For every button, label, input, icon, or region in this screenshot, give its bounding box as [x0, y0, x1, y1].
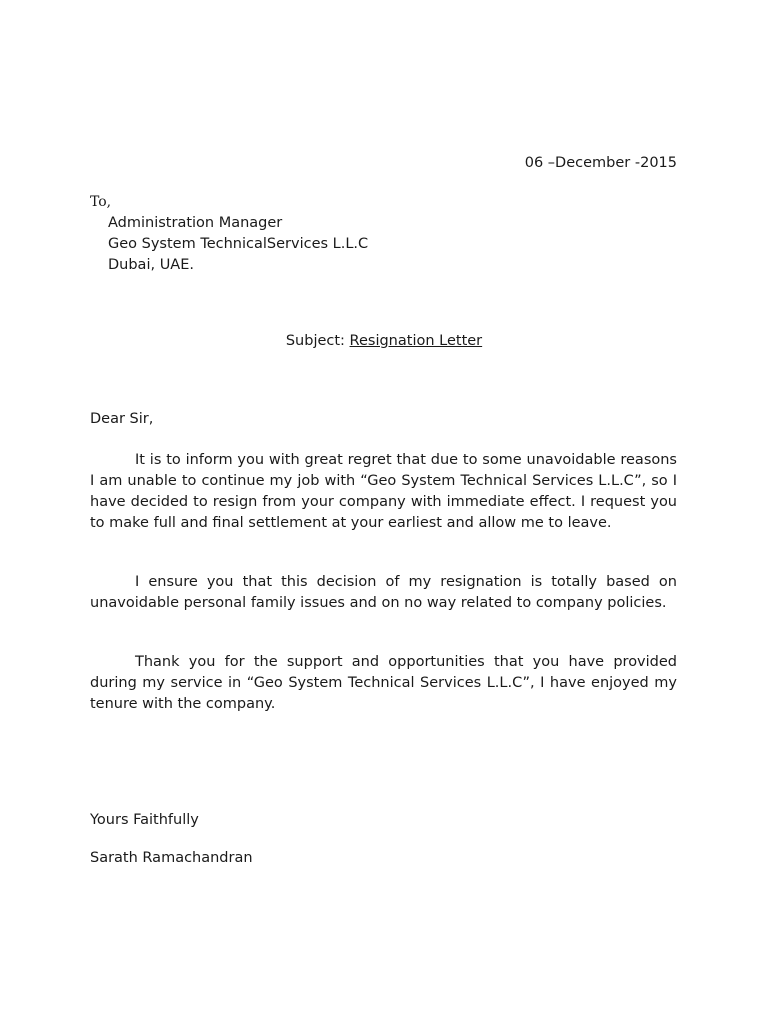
recipient-address [108, 213, 368, 276]
letter-date: 06 –December -2015 [524, 155, 677, 171]
recipient-company: Geo System TechnicalServices L.L.C [108, 236, 369, 252]
signature-name: Sarath Ramachandran [90, 850, 253, 866]
salutation: Dear Sir, [90, 411, 154, 427]
to-label: To, [90, 194, 112, 210]
recipient-location: Dubai, UAE. [108, 257, 194, 273]
closing: Yours Faithfully [90, 812, 199, 828]
body-paragraph-3: Thank you for the support and opportunities that you have provided during my service in “Geo System Technical Services L.L.C”, I have enjoyed my tenure with the company. [90, 654, 677, 712]
subject-line [0, 333, 768, 349]
subject-label: Subject: [285, 333, 350, 349]
body-paragraph-2: I ensure you that this decision of my resignation is totally based on unavoidable personal family issues and on no way related to company policies. [90, 574, 677, 611]
subject-value: Resignation Letter [349, 333, 483, 349]
recipient-title: Administration Manager [108, 215, 283, 231]
body-paragraph-1: It is to inform you with great regret that due to some unavoidable reasons I am unable to continue my job with “Geo System Technical Services L.L.C”, so I have decided to resign from your company with immediate effect. I request you to make full and final settlement at your earliest and allow me to leave. [90, 452, 677, 531]
